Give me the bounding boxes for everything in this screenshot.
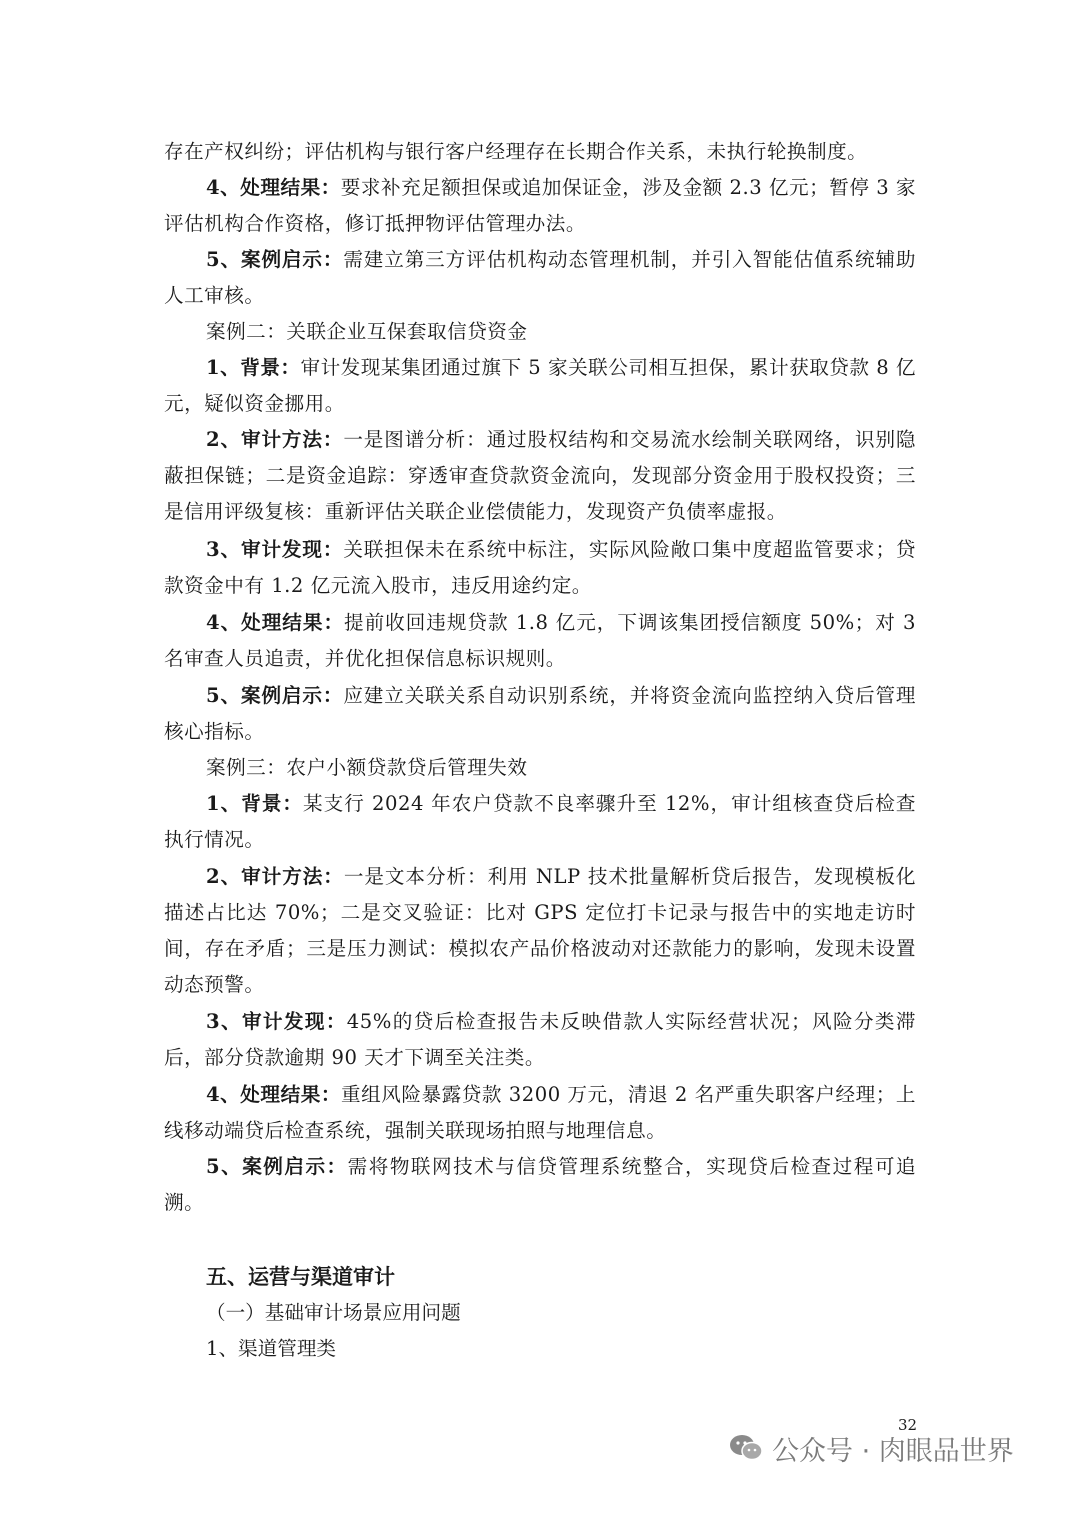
watermark-text: 公众号 · 肉眼品世界 [772,1435,1014,1467]
paragraph: 2、审计方法：一是图谱分析：通过股权结构和交易流水绘制关联网络，识别隐蔽担保链；二是资金追踪：穿透审查贷款资金流向，发现部分资金用于股权投资；三是信用评级复核：重新评估关联企业偿债能力，发现资产负债率虚报。 [164,428,916,523]
paragraph: 1、背景：某支行 2024 年农户贷款不良率骤升至 12%，审计组核查贷后检查执行情况。 [164,792,916,851]
page-number: 32 [898,1416,918,1434]
case-title: 案例三：农户小额贷款贷后管理失效 [206,756,528,779]
paragraph: 4、处理结果：要求补充足额担保或追加保证金，涉及金额 2.3 亿元；暂停 3 家评估机构合作资格，修订抵押物评估管理办法。 [164,176,916,235]
paragraph: 2、审计方法：一是文本分析：利用 NLP 技术批量解析贷后报告，发现模板化描述占比达 70%；二是交叉验证：比对 GPS 定位打卡记录与报告中的实地走访时间，存在矛盾；三是压力测试：模拟农产品价格波动对还款能力的影响，发现未设置动态预警。 [164,865,916,996]
paragraph: 3、审计发现：关联担保未在系统中标注，实际风险敞口集中度超监管要求；贷款资金中有 1.2 亿元流入股市，违反用途约定。 [164,538,916,597]
paragraph: 5、案例启示：需建立第三方评估机构动态管理机制，并引入智能估值系统辅助人工审核。 [164,248,916,307]
paragraph: 存在产权纠纷；评估机构与银行客户经理存在长期合作关系，未执行轮换制度。 [164,140,868,163]
section-heading: 五、运营与渠道审计 [206,1265,395,1289]
paragraph: 4、处理结果：重组风险暴露贷款 3200 万元，清退 2 名严重失职客户经理；上线移动端贷后检查系统，强制关联现场拍照与地理信息。 [164,1083,916,1142]
case-title: 案例二：关联企业互保套取信贷资金 [206,320,528,343]
sub-sub-heading: 1、渠道管理类 [206,1337,337,1360]
paragraph: 4、处理结果：提前收回违规贷款 1.8 亿元，下调该集团授信额度 50%；对 3 名审查人员追责，并优化担保信息标识规则。 [164,611,916,670]
paragraph: 1、背景：审计发现某集团通过旗下 5 家关联公司相互担保，累计获取贷款 8 亿元，疑似资金挪用。 [164,356,916,415]
paragraph: 3、审计发现：45%的贷后检查报告未反映借款人实际经营状况；风险分类滞后，部分贷款逾期 90 天才下调至关注类。 [164,1010,916,1069]
sub-heading: （一）基础审计场景应用问题 [206,1301,461,1324]
paragraph: 5、案例启示：应建立关联关系自动识别系统，并将资金流向监控纳入贷后管理核心指标。 [164,684,916,743]
wechat-icon [728,1432,764,1464]
watermark [728,1428,1014,1468]
paragraph: 5、案例启示：需将物联网技术与信贷管理系统整合，实现贷后检查过程可追溯。 [164,1155,917,1214]
